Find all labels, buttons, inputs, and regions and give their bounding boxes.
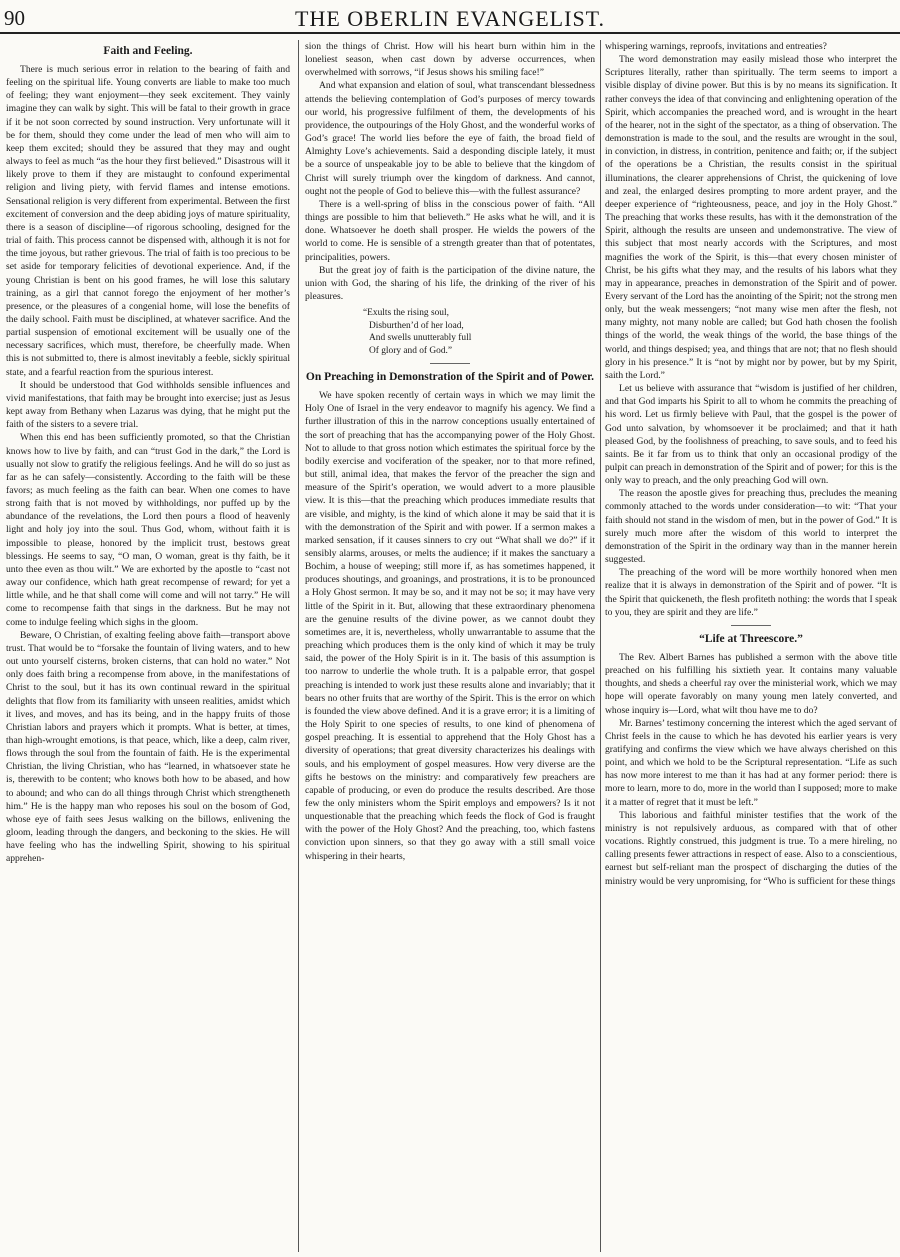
masthead: [0, 0, 900, 30]
verse-line: Of glory and of God.”: [369, 345, 453, 356]
paragraph: This laborious and faithful minister testifies that the work of the ministry is not repulsively arduous, as compared with that of other vocations. Rightly construed, this judgment is true. To a mere hireling, no calling presents fewer attractions in respect of ease. Also to a conscientious, earnest but self-reliant man the prospect of discharging the duties of the ministry would be very unpromising, for “Who is sufficient for these things: [605, 809, 897, 887]
paragraph: The word demonstration may easily mislead those who interpret the Scriptures literally, rather than spiritually. The term seems to import a visible display of divine power. But this is by no means its signification. It rather conveys the idea of that convincing and enlightening operation of the Spirit, which accompanies the preached word, and is wrought in the heart of the hearer, not in the sight of the spectator, as a thing of observation. The demonstration is made to the soul, and the results are wrought in the soul, in conviction, in distress, in contrition, penitence and faith; or, if the subject of the operations be a Christian, the results consist in the spiritual illuminations, the clearer apprehensions of Christ, the quickening of love and zeal, the enlarged desires prompting to more ardent prayer, and the deeper experience of “righteousness, peace, and joy in the Holy Ghost.” The preaching that works these results, has with it the demonstration of the Spirit, although the results are unseen and undemonstrative. The view of this subject that most nearly accords with the Scriptures, and most magnifies the work of the Spirit, is this—that every chosen minister of Christ, be his gifts what they may, and the results of his labors what they may in appearance, preaches in demonstration of the Spirit and of power. Every servant of the Lord has the anointing of the Spirit; not the strong men only, but the weak messengers; “not many wise men after the flesh, not many mighty, not many noble are called; but God hath chosen the foolish things of the world, the weak things of the world, the base things of the world, and things despised; yea, and things that are not; that no flesh should glory in his presence.” It is “not by might nor by power, but by my Spirit, saith the Lord.”: [605, 54, 897, 381]
paragraph: And what expansion and elation of soul, what transcendant blessedness attends the believing contemplation of God’s purposes of mercy towards our world, his progressive fulfilment of them, the developments of his providence, the outpourings of the Holy Ghost, and the wonderful works of God’s grace! The world lies before the eye of faith, the broad field of Almighty Love’s achievements. Said a desponding disciple lately, it must be a source of unspeakable joy to be able to believe that the kingdom of Christ will surely triumph over the kingdom of darkness. And cannot, ought not the people of God to believe this—with the fullest assurance?: [305, 80, 595, 197]
paragraph: Mr. Barnes’ testimony concerning the interest which the aged servant of Christ feels in the cause to which he has devoted his earlier years is very gratifying and confirms the view which we have always cherished on this point, and which we hold to be the Scriptural representation. “Life as such has now more interest to me than it has had at any former period: there is more to learn, more to do, more in the world than I supposed; more to make it a matter of regret that it must be left.”: [605, 717, 897, 808]
header-rule: [0, 32, 900, 34]
paragraph: The preaching of the word will be more worthily honored when men realize that it is always in demonstration of the Spirit and of power. “It is the Spirit that quickeneth, the flesh profiteth nothing: the words that I speak to you, they are spirit and they are life.”: [605, 567, 897, 618]
column-divider: [600, 40, 601, 1252]
paragraph: Let us believe with assurance that “wisdom is justified of her children, and that God imparts his Spirit to all to whom he commits the preaching of his word. Let us firmly believe with Paul, that the gospel is the power of God unto salvation, by whomsoever it be proclaimed; and that it hath pleased God, by the foolishness of preaching, to save souls, and to feed his saints. Be it far from us to think that only an occasional prodigy of the pulpit can preach in demonstration of the Spirit and of power; for this is the only way to preach, and the only preaching God will own.: [605, 383, 897, 487]
newspaper-title: THE OBERLIN EVANGELIST.: [295, 6, 605, 31]
paragraph: Beware, O Christian, of exalting feeling above faith—transport above trust. That would be to “forsake the fountain of living waters, and to hew out unto yourself cisterns, broken cisterns, that can hold no water.” Not only does faith bring a recompense from above, in the manifestations of Christ to the soul, but it has its own continual reward in the spiritual delights that flow from its familiarity with unseen realities, amidst which it lives, and moves, and has its being, and in the happy fruits of those Christian labors and prayers which it prompts. What is better, at times, than high-wrought emotions, is that peace, which, like a deep, calm river, flows through the soul from the fountain of faith. He is the experimental Christian, the living Christian, who has “learned, in whatsoever state he is, therewith to be content; who knows both how to be abased, and how to abound; and who can do all things through Christ which strengtheneth him.” He is the happy man who reposes his soul on the bosom of God, whose eye of faith sees Jesus walking on the billows, enlivening the gloom, leading through the dangers, and beckoning to the skies. He will have feeling who has the indwelling Spirit, showing to his spiritual apprehen-: [6, 629, 290, 865]
paragraph: It should be understood that God withholds sensible influences and vivid manifestations, that faith may be brought into exercise; just as Jesus kept away from Bethany when Lazarus was dying, that he might put the faith of the sisters to a severe trial.: [6, 379, 290, 431]
poem-quote: [363, 307, 595, 357]
verse-line: “Exults the rising soul,: [363, 308, 449, 319]
column-divider: [298, 40, 299, 1252]
paragraph: whispering warnings, reproofs, invitations and entreaties?: [605, 41, 827, 52]
paragraph: There is much serious error in relation to the bearing of faith and feeling on the spiritual life. Young converts are liable to make too much of feeling; they want enjoyment—they seek excitement. They vainly imagine they can walk by sight. This will be fatal to their growth in grace if it be not soon corrected by sound instruction. Very unfortunate will it be for them, should they come under the lead of men who will aim to keep them excited; should they be assured that they may and ought always to feel as much “as the hour they first believed.” Disastrous will it likely prove to them if they are mistaught to confound experimental religion and living piety, with fervid flames and intense emotions. Sensational religion is very different from experimental. Between the first excitement of conversion and the deep abiding joys of mature spirituality, there is a season of discipline—of rigorous schooling, designed for the trial of faith. This process cannot be dispensed with, although it is not for the time joyous, but rather grievous. The trial of faith is too precious to be set aside for temporary felicities of devotional experience. And, if the young Christian is bent on his good frames, he will lose this salutary training, as a girl that cannot forego the enjoyment of her mother’s presence, or the pleasures of a congenial home, will lose the benefits of the daily school. Faith must be disciplined, at whatever sacrifice. And the partial suspension of emotional excitement will be usually one of the necessary sacrifices, which must, therefore, be cheerfully made. When this is not submitted to, there is almost inevitably a feeble, sickly spiritual state, and a fearful reaction from the spurious interest.: [6, 64, 290, 378]
article-heading-life-at-threescore: “Life at Threescore.”: [699, 632, 803, 645]
article-heading-preaching: On Preaching in Demonstration of the Spirit and of Power.: [305, 371, 595, 384]
verse-line: Disburthen’d of her load,: [369, 320, 464, 331]
paragraph: There is a well-spring of bliss in the conscious power of faith. “All things are possible to him that believeth.” He asks what he will, and it is done. Whatsoever he doeth shall prosper. He wields the powers of the world to come. He is sensible of a strength greater than that of potentates, principalities, powers.: [305, 198, 595, 263]
section-rule: [731, 625, 771, 626]
section-rule: [430, 363, 470, 364]
column-2: [305, 40, 595, 1250]
paragraph: When this end has been sufficiently promoted, so that the Christian knows how to live by faith, and can “trust God in the dark,” the Lord is usually not slow to gratify the religious feelings. And he will do so just as far as he can safely—consistently. According to the faith will be these favors; as much feeling as the faith can bear. When one comes to have strong faith that is not moved by withholdings, nor puffed up by the abundance of the revelations, the Lord then pours a flood of heavenly light and holy joy into the soul. Thus God, whom, without faith it is impossible to please, honored by the implicit trust, bestows great blessings. He seems to say, “O man, O woman, great is thy faith, be it unto thee even as thou wilt.” We are exhorted by the apostle to “cast not away our confidence, which hath great recompense of reward; for yet a little while, and he that shall come will come and will not tarry.” He will come to recompense faith that sings in the darkness. But he may not come to indulge feeling which sighs in the gloom.: [6, 432, 290, 628]
verse-line: And swells unutterably full: [369, 333, 472, 344]
column-1: [6, 40, 290, 1250]
paragraph: We have spoken recently of certain ways in which we may limit the Holy One of Israel in the very endeavor to magnify his agency. We find a further illustration of this in the narrow conceptions usually entertained of the sort of preaching that has the accompanying power of the Holy Ghost. Not to allude to that gross notion which estimates the spiritual force by the bodily exercise and vociferation of the speaker, nor to that more refined, but still, animal idea, that makes the fervor of the preacher the sign and measure of the Spirit’s operation, we would advert to a more plausible view. It is this—that the preaching which produces immediate results that are visible, and mighty, is the kind of which alone it may be said that it is with the demonstration of the Spirit and with power. If a sermon makes a marked sensation, if it causes sinners to cry out “What shall we do?” if it sensibly alarms, arouses, or melts the audience; if it makes the sanctuary a Bochim, a house of weeping; still more if, as has sometimes happened, it produces shoutings, and groanings, and prostrations, it is to be pronounced a Holy Ghost sermon. It may be so, and it may not be so; it may have very little of the Spirit in it. But, allowing that these extraordinary phenomena are the genuine results of the divine power, as we cannot doubt they sometimes are, it is, nevertheless, wholly unwarrantable to assume that the preaching which produces them is the only kind of which it may be truly said, the power of the Holy Spirit is in it. The basis of this assumption is too narrow to underlie the whole truth. It is a palpable error, that gospel preaching is intended to work just these results alone and invariably; that it bears no other fruits that are worthy of the Spirit. This is the error on which is founded the view above defined. And it is a grave error; it is a limiting of the Holy Spirit to one species of results, to one kind of phenomena of gospel preaching. It is essential to apprehend that the Holy Ghost has a diversity of operations; that great diversity characterizes his dealings with souls, and his employment of gospel measures. How very diverse are the gifts he bestows on the ministry: and comparatively few preachers are capable of producing, or even do produce the results described. Are those few the only ministers whom the Spirit employs and empowers? Is it not unquestionable that the preaching which feeds the flock of God is fraught with the power of the Holy Ghost? And the preaching, too, which fastens conviction upon sinners, so that they go away with a still small voice whispering in their hearts,: [305, 390, 595, 862]
column-3: [605, 40, 897, 1250]
page-number: 90: [4, 6, 25, 30]
paragraph: sion the things of Christ. How will his heart burn within him in the loneliest season, when cast down by adverse occurrences, when overwhelmed with sorrows, “if Jesus shows his smiling face!”: [305, 41, 595, 79]
paragraph: But the great joy of faith is the participation of the divine nature, the union with God, the sharing of his life, the drinking of the river of his pleasures.: [305, 264, 595, 302]
paragraph: The reason the apostle gives for preaching thus, precludes the meaning commonly attached to the words under consideration—to wit: “That your faith should not stand in the wisdom of men, but in the power of God.” It is surely much more after the wisdom of this world to interpret the demonstration of the Spirit in the ordinary way than in the manner herein suggested.: [605, 488, 897, 566]
article-heading-faith-and-feeling: Faith and Feeling.: [103, 45, 193, 57]
paragraph: The Rev. Albert Barnes has published a sermon with the above title preached on his fulfilling his sixtieth year. It contains many valuable thoughts, and sheds a cheerful ray over the ministerial work, which we may hope will operate favorably on many young men lately converted, and whose inquiry is—Lord, what wilt thou have me to do?: [605, 651, 897, 716]
